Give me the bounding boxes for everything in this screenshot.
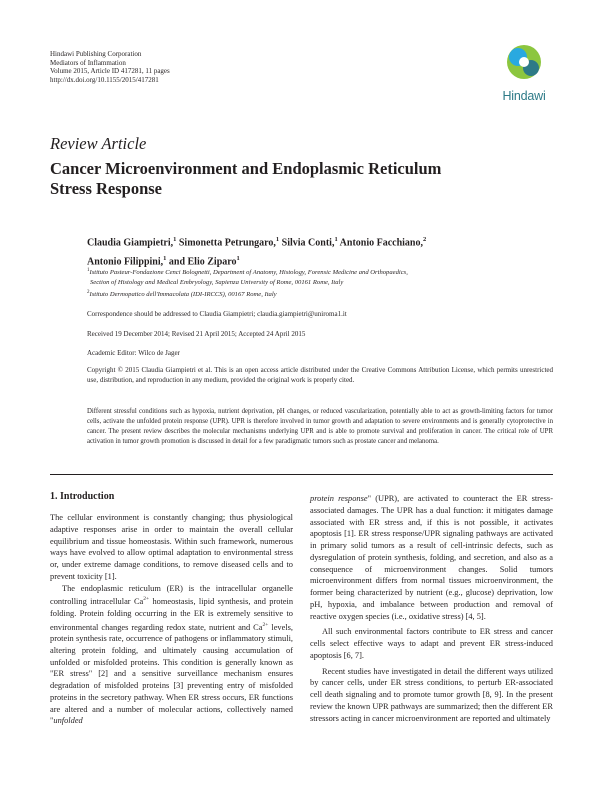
volume-line: Volume 2015, Article ID 417281, 11 pages <box>50 67 170 76</box>
doi-link[interactable]: http://dx.doi.org/10.1155/2015/417281 <box>50 76 159 85</box>
correspondence: Correspondence should be addressed to Claudia Giampietri; claudia.giampietri@uniroma1.it <box>87 310 347 318</box>
author-affiliation-mark: 1 <box>163 255 167 263</box>
author-affiliation-mark: 1 <box>334 236 338 243</box>
superscript: 2+ <box>143 596 150 603</box>
copyright-notice: Copyright © 2015 Claudia Giampietri et al. This is an open access article distributed under the Creative Commons Attribution License, which permits unrestricted use, distribution, and reproduction in any medium, provided the original work is properly cited. <box>87 366 553 384</box>
publication-info <box>50 50 170 85</box>
author-name: Silvia Conti, <box>281 237 335 249</box>
author-list <box>87 232 547 271</box>
paragraph: All such environmental factors contribute to ER stress and cancer cells select effective ways to adapt and prevent ER stress-induced apoptosis [6, 7]. <box>310 627 553 660</box>
affiliation-2 <box>87 288 557 300</box>
body-column-right <box>310 493 553 724</box>
article-title: Cancer Microenvironment and Endoplasmic Reticulum Stress Response <box>50 159 442 198</box>
author-name: Antonio Facchiano, <box>339 237 423 249</box>
affiliation-mark: 1 <box>87 268 90 273</box>
body-column-left <box>50 490 293 727</box>
author-affiliation-mark: 2 <box>423 236 427 243</box>
paragraph-text: " (UPR), are activated to counteract the ER stress-associated damages. The UPR has a dual function: it mitigates damage associated with ER stress and, if this is not possible, it activates apoptosis [1]. ER stress response/UPR signaling pathways are activated in primary solid tumors as a result of cell-intrinsic defects, such as dysregulation of protein synthesis, folding, and secretion, and also as a consequence of microenvironment changes. Solid tumors microenvironment differs from normal tissues microenvironment, the former being characterized by nutrient (e.g., glucose) deprivation, low pH, hypoxia, and imbalance between production and removal of reactive oxygen species (i.e., oxidative stress) [4, 5]. <box>310 494 553 621</box>
paragraph: Recent studies have investigated in detail the different ways utilized by cancer cells, under ER stress conditions, to perturb ER-associated cell death signaling and to promote tumor growth [8, 9]. In the present review the known UPR pathways are summarized; then the different ER stressors acting in cancer microenvironment are reported and ultimately <box>310 666 553 723</box>
author-affiliation-mark: 1 <box>236 255 240 263</box>
author-name: Antonio Filippini, <box>87 256 164 268</box>
abstract: Different stressful conditions such as hypoxia, nutrient deprivation, pH changes, or reduced vascularization, potentially able to act as growth-limiting factors for tumor cells, activate the unfolded protein response (UPR). UPR is therefore involved in tumor growth and adaptation to severe environments and is generally cytoprotective in cancer. The present review describes the molecular mechanisms underlying UPR and is able to promote survival and proliferation in cancer. The critical role of UPR activation in tumor growth promotion is discussed in detail for a few paradigmatic tumors such as prostate cancer and melanoma. <box>87 408 553 445</box>
publisher-name: Hindawi Publishing Corporation <box>50 50 142 58</box>
italic-term: unfolded <box>53 716 83 726</box>
affiliation-1 <box>87 266 557 278</box>
paragraph: The cellular environment is constantly changing; thus physiological adaptive responses arise in order to maintain the overall cellular equilibrium and tissue homeostasis. Within such framework, numerous ways have evolved to allow optimal adaptation to environmental stress or, under extreme damage conditions, to remove diseased cells and to prevent toxicity [1]. <box>50 513 293 581</box>
affiliation-text: Istituto Dermopatico dell'Immacolata (IDI-IRCCS), 00167 Rome, Italy <box>89 291 277 299</box>
paragraph-text: The endoplasmic reticulum (ER) is the intracellular organelle controlling intracellular Ca <box>50 583 293 607</box>
article-dates: Received 19 December 2014; Revised 21 April 2015; Accepted 24 April 2015 <box>87 330 306 338</box>
paragraph <box>50 583 293 728</box>
hindawi-logo-icon <box>494 40 554 90</box>
affiliation-text: Section of Histology and Medical Embryology, Sapienza University of Rome, 00161 Rome, Italy <box>90 279 344 287</box>
author-affiliation-mark: 1 <box>275 236 280 243</box>
superscript: 2+ <box>262 621 269 628</box>
article-type: Review Article <box>50 134 147 153</box>
hindawi-logo <box>494 40 554 110</box>
paragraph-text: levels, protein synthesis rate, occurrence of pathogens or inflammatory stimuli, altering protein folding, and ultimately causing accumulation of unfolded or misfolded proteins. This condition is generally known as "ER stress" [2] and a sensitive surveillance mechanism ensures degradation of misfolded proteins [3] preventing entry of misfolded proteins in the secretory pathway. When ER stress occurs, ER functions are altered and a number of molecular actions, collectively named " <box>50 622 294 726</box>
affiliation-mark: 2 <box>87 290 90 296</box>
section-heading: 1. Introduction <box>50 491 115 502</box>
author-name: Claudia Giampietri, <box>87 237 174 249</box>
affiliations <box>87 266 557 300</box>
paragraph <box>310 493 553 622</box>
journal-name: Mediators of Inflammation <box>50 58 126 67</box>
section-divider <box>50 474 553 475</box>
author-name: Simonetta Petrungaro, <box>178 237 276 249</box>
hindawi-logo-text: Hindawi <box>502 89 546 103</box>
paragraph-text: homeostasis, lipid synthesis, and protein folding. Protein folding occurring in the ER is extremely sensitive to environmental changes regarding redox state, nutrient and Ca <box>50 597 294 632</box>
affiliation-1-cont <box>87 278 557 288</box>
italic-term: protein response <box>310 494 368 503</box>
author-name: and Elio Ziparo <box>168 256 237 268</box>
author-affiliation-mark: 1 <box>173 236 177 243</box>
affiliation-text: Istituto Pasteur-Fondazione Cenci Bolognetti, Department of Anatomy, Histology, Forensic Medicine and Orthopaedics, <box>89 269 408 277</box>
academic-editor: Academic Editor: Wilco de Jager <box>87 349 180 357</box>
